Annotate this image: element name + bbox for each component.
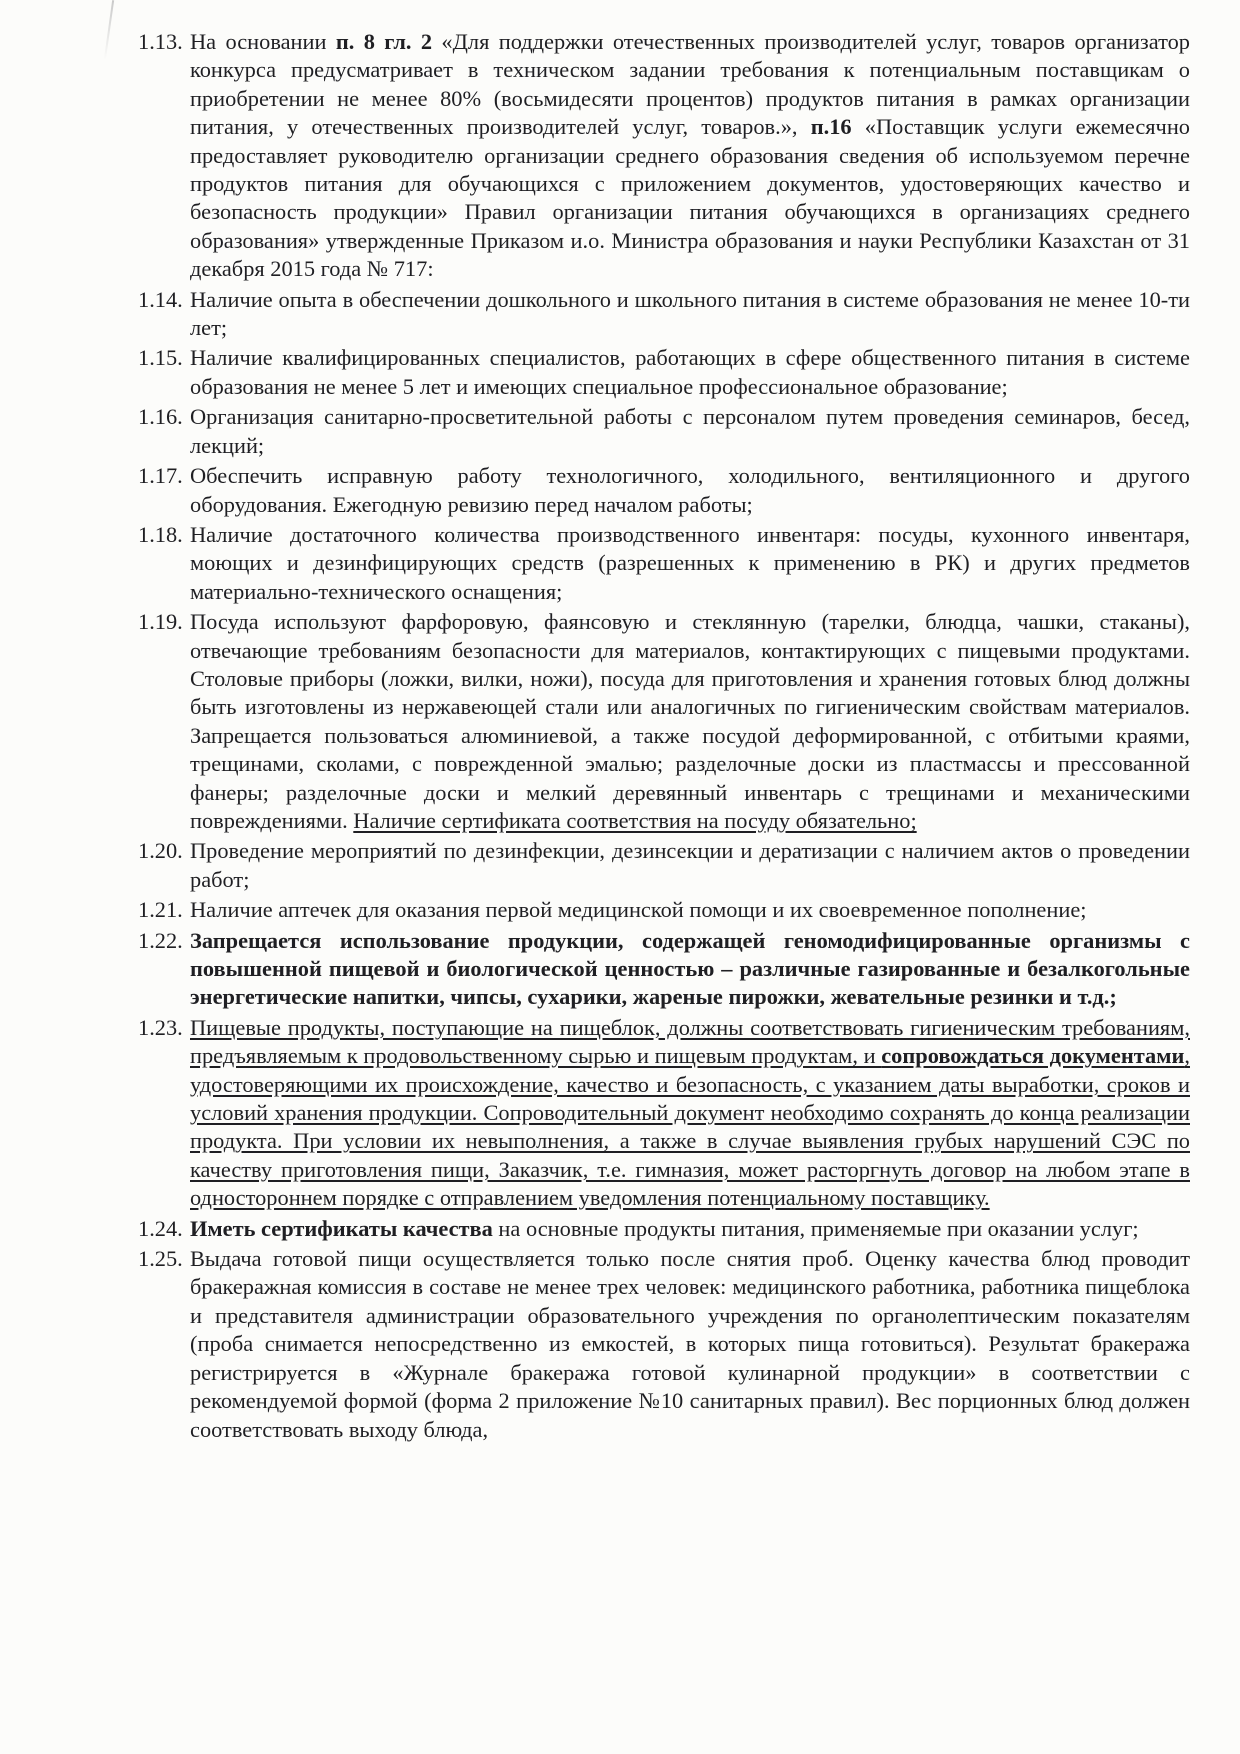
item-text-fragment: Наличие опыта в обеспечении дошкольного и школьного питания в системе образования не менее 10-ти лет; (190, 286, 1190, 341)
item-text (190, 837, 1190, 894)
item-text-fragment: На основании (190, 29, 336, 54)
item-text-fragment: на основные продукты питания, применяемые при оказании услуг; (492, 1215, 1139, 1241)
list-item (138, 1245, 1190, 1444)
item-text (190, 462, 1190, 519)
item-text-fragment: Наличие достаточного количества производственного инвентаря: посуды, кухонного инвентаря, моющих и дезинфицирующих средств (разрешенных к применению в РК) и других предметов материально-технического оснащения; (190, 521, 1190, 604)
item-text (190, 286, 1190, 343)
item-number: 1.25. (138, 1246, 183, 1272)
page-fold-mark (104, 0, 114, 60)
item-text-fragment: Организация санитарно-просветительной работы с персоналом путем проведения семинаров, бесед, лекций; (190, 404, 1190, 458)
item-text (190, 28, 1190, 284)
item-text-fragment: Запрещается использование продукции, содержащей геномодифицированные организмы с повышенной пищевой и биологической ценностью – различные газированные и безалкогольные энергетические напитки, чипсы, сухарики, жареные пирожки, жевательные резинки и т.д.; (190, 927, 1190, 1010)
requirements-list (138, 28, 1190, 1446)
list-item (138, 1014, 1190, 1213)
item-text-fragment: «Для поддержки отечественных производителей услуг, товаров организатор конкурса предусматривает в техническом задании требования к потенциальным поставщикам о приобретении не менее 80% (восьмидесяти процентов) продуктов питания в рамках организации питания, у отечественных производителей услуг, товаров.», (190, 29, 1191, 140)
item-text (190, 896, 1190, 924)
item-text-fragment: , удостоверяющими их происхождение, качество и безопасность, с указанием даты выработки, сроков и условий хранения продукции. Сопроводительный документ необходимо сохранять до конца реализации продукта. При условии их невыполнения, а также в случае выявления грубых нарушений СЭС по качеству приготовления пищи, Заказчик, т.е. гимназия, может расторгнуть договор на любом этапе в одностороннем порядке с отправлением уведомления потенциальному поставщику. (190, 1043, 1190, 1211)
list-item (138, 608, 1190, 835)
item-number: 1.14. (138, 286, 183, 312)
item-text-fragment: «Поставщик услуги ежемесячно предоставляет руководителю организации среднего образования сведения об используемом перечне продуктов питания для обучающихся с приложением документов, удостоверяющих качество и безопасность продукции» Правил организации питания обучающихся в организациях среднего образования» утвержденные Приказом и.о. Министра образования и науки Республики Казахстан от 31 декабря 2015 года № 717: (190, 114, 1190, 282)
item-text (190, 927, 1190, 1012)
list-item (138, 344, 1190, 401)
item-number: 1.23. (138, 1014, 183, 1040)
list-item (138, 837, 1190, 894)
item-text (190, 403, 1190, 460)
list-item (138, 28, 1190, 284)
item-number: 1.24. (138, 1215, 183, 1241)
item-number: 1.20. (138, 838, 183, 864)
item-text-fragment: Проведение мероприятий по дезинфекции, дезинсекции и дератизации с наличием актов о проведении работ; (190, 838, 1190, 892)
item-text (190, 1014, 1190, 1213)
item-number: 1.16. (138, 404, 183, 430)
item-text-fragment: п.16 (810, 114, 852, 140)
item-text-fragment: Обеспечить исправную работу технологичного, холодильного, вентиляционного и другого оборудования. Ежегодную ревизию перед началом работы; (190, 463, 1190, 517)
list-item (138, 286, 1190, 343)
item-text-fragment: Наличие квалифицированных специалистов, работающих в сфере общественного питания в системе образования не менее 5 лет и имеющих специальное профессиональное образование; (190, 345, 1190, 399)
list-item (138, 927, 1190, 1012)
item-text-fragment: п. 8 гл. 2 (335, 29, 433, 54)
item-text-fragment: Посуда используют фарфоровую, фаянсовую и стеклянную (тарелки, блюдца, чашки, стаканы), отвечающие требованиям безопасности для материалов, контактирующих с пищевыми продуктами. Столовые приборы (ложки, вилки, ножи), посуда для приготовления и хранения готовых блюд должны быть изготовлены из нержавеющей стали или аналогичных по гигиеническим свойствам материалов. Запрещается пользоваться алюминиевой, а также посудой деформированной, с отбитыми краями, трещинами, сколами, с поврежденной эмалью; разделочные доски из пластмассы и прессованной фанеры; разделочные доски и мелкий деревянный инвентарь с трещинами и механическими повреждениями. (190, 609, 1190, 833)
item-text-fragment: Иметь сертификаты качества (190, 1215, 493, 1241)
item-text-fragment: Наличие аптечек для оказания первой медицинской помощи и их своевременное пополнение; (190, 897, 1087, 923)
item-text (190, 1245, 1190, 1444)
item-number: 1.21. (138, 897, 183, 923)
item-text-fragment: Наличие сертификата соответствия на посуду обязательно; (353, 807, 917, 833)
item-text-fragment: сопровождаться документами (881, 1043, 1185, 1069)
item-number: 1.15. (138, 345, 183, 371)
item-text-fragment: Выдача готовой пищи осуществляется только после снятия проб. Оценку качества блюд проводит бракеражная комиссия в составе не менее трех человек: медицинского работника, работника пищеблока и представителя администрации образовательного учреждения по органолептическим показателям (проба снимается непосредственно из емкостей, в которых пища готовиться). Результат бракеража регистрируется в «Журнале бракеража готовой кулинарной продукции» в соответствии с рекомендуемой формой (форма 2 приложение №10 санитарных правил). Вес порционных блюд должен соответствовать выходу блюда, (190, 1246, 1190, 1442)
list-item (138, 896, 1190, 924)
item-text-fragment: Пищевые продукты, поступающие на пищеблок, должны соответствовать гигиеническим требованиям, предъявляемым к продовольственному сырью и пищевым продуктам, и (190, 1014, 1190, 1069)
item-text (190, 1215, 1190, 1243)
item-number: 1.13. (138, 29, 183, 54)
list-item (138, 462, 1190, 519)
item-number: 1.17. (138, 463, 183, 489)
list-item (138, 1215, 1190, 1243)
item-text (190, 608, 1190, 835)
list-item (138, 403, 1190, 460)
item-number: 1.19. (138, 609, 183, 635)
item-text (190, 521, 1190, 606)
item-number: 1.18. (138, 521, 183, 547)
item-text (190, 344, 1190, 401)
list-item (138, 521, 1190, 606)
item-number: 1.22. (138, 927, 183, 953)
